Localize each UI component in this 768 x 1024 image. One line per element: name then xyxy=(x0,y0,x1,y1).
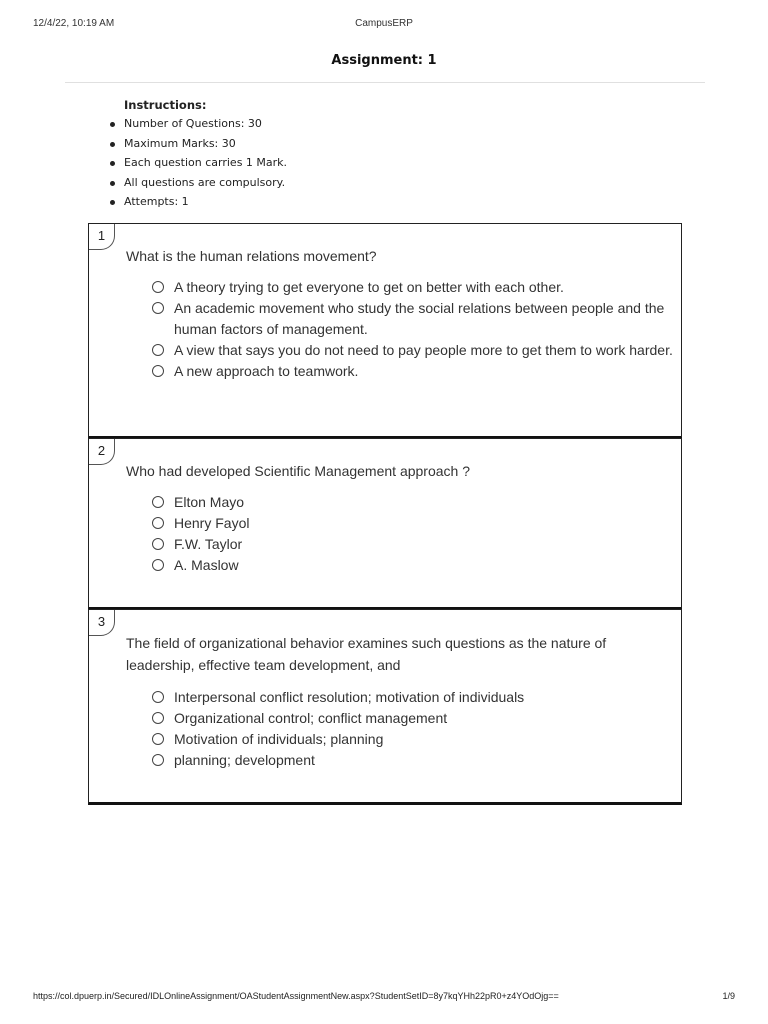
option-label: Henry Fayol xyxy=(174,515,250,531)
instructions-list xyxy=(124,116,287,214)
title-divider xyxy=(65,82,705,83)
answer-option[interactable] xyxy=(152,492,682,513)
answer-option[interactable] xyxy=(152,513,682,534)
option-label: An academic movement who study the social relations between people and the human factors of management. xyxy=(174,300,665,337)
option-label: A. Maslow xyxy=(174,557,239,573)
page-title: Assignment: 1 xyxy=(331,53,437,68)
question-card-3 xyxy=(88,609,682,805)
radio-button[interactable] xyxy=(152,559,164,571)
radio-button[interactable] xyxy=(152,733,164,745)
radio-button[interactable] xyxy=(152,517,164,529)
radio-button[interactable] xyxy=(152,281,164,293)
instruction-item: Attempts: 1 xyxy=(124,194,287,214)
question-number: 1 xyxy=(89,224,115,250)
option-label: A new approach to teamwork. xyxy=(174,363,359,379)
print-page-counter: 1/9 xyxy=(722,991,735,1001)
instruction-item: Each question carries 1 Mark. xyxy=(124,155,287,175)
option-label: Interpersonal conflict resolution; motivation of individuals xyxy=(174,689,525,705)
answer-options xyxy=(152,277,682,382)
option-label: Motivation of individuals; planning xyxy=(174,731,384,747)
print-datetime: 12/4/22, 10:19 AM xyxy=(33,18,115,29)
radio-button[interactable] xyxy=(152,691,164,703)
answer-option[interactable] xyxy=(152,555,682,576)
question-text: Who had developed Scientific Management approach ? xyxy=(126,463,470,479)
option-label: A theory trying to get everyone to get on better with each other. xyxy=(174,279,564,295)
answer-option[interactable] xyxy=(152,750,682,771)
radio-button[interactable] xyxy=(152,538,164,550)
radio-button[interactable] xyxy=(152,365,164,377)
print-url: https://col.dpuerp.in/Secured/IDLOnlineAssignment/OAStudentAssignmentNew.aspx?StudentSetID=8y7kqYHh22pR0+z4YOdOjg== xyxy=(33,991,559,1001)
option-label: Organizational control; conflict management xyxy=(174,710,448,726)
radio-button[interactable] xyxy=(152,496,164,508)
radio-button[interactable] xyxy=(152,302,164,314)
question-number: 3 xyxy=(89,610,115,636)
option-label: A view that says you do not need to pay people more to get them to work harder. xyxy=(174,342,673,358)
answer-option[interactable] xyxy=(152,277,682,298)
print-site-title: CampusERP xyxy=(355,18,413,29)
instruction-item: All questions are compulsory. xyxy=(124,175,287,195)
instruction-item: Number of Questions: 30 xyxy=(124,116,287,136)
instructions-heading: Instructions: xyxy=(124,98,207,112)
answer-options xyxy=(152,687,682,771)
answer-option[interactable] xyxy=(152,687,682,708)
instruction-item: Maximum Marks: 30 xyxy=(124,136,287,156)
option-label: planning; development xyxy=(174,752,315,768)
option-label: F.W. Taylor xyxy=(174,536,243,552)
question-text: The field of organizational behavior examines such questions as the nature of leadership, effective team development, and xyxy=(126,635,607,673)
answer-option[interactable] xyxy=(152,534,682,555)
question-card-2 xyxy=(88,438,682,610)
radio-button[interactable] xyxy=(152,344,164,356)
answer-option[interactable] xyxy=(152,298,682,340)
answer-option[interactable] xyxy=(152,708,682,729)
question-card-1 xyxy=(88,223,682,439)
radio-button[interactable] xyxy=(152,754,164,766)
instructions-block xyxy=(124,98,287,214)
question-text: What is the human relations movement? xyxy=(126,248,377,264)
answer-option[interactable] xyxy=(152,340,682,361)
answer-option[interactable] xyxy=(152,729,682,750)
answer-option[interactable] xyxy=(152,361,682,382)
answer-options xyxy=(152,492,682,576)
option-label: Elton Mayo xyxy=(174,494,245,510)
radio-button[interactable] xyxy=(152,712,164,724)
question-number: 2 xyxy=(89,439,115,465)
